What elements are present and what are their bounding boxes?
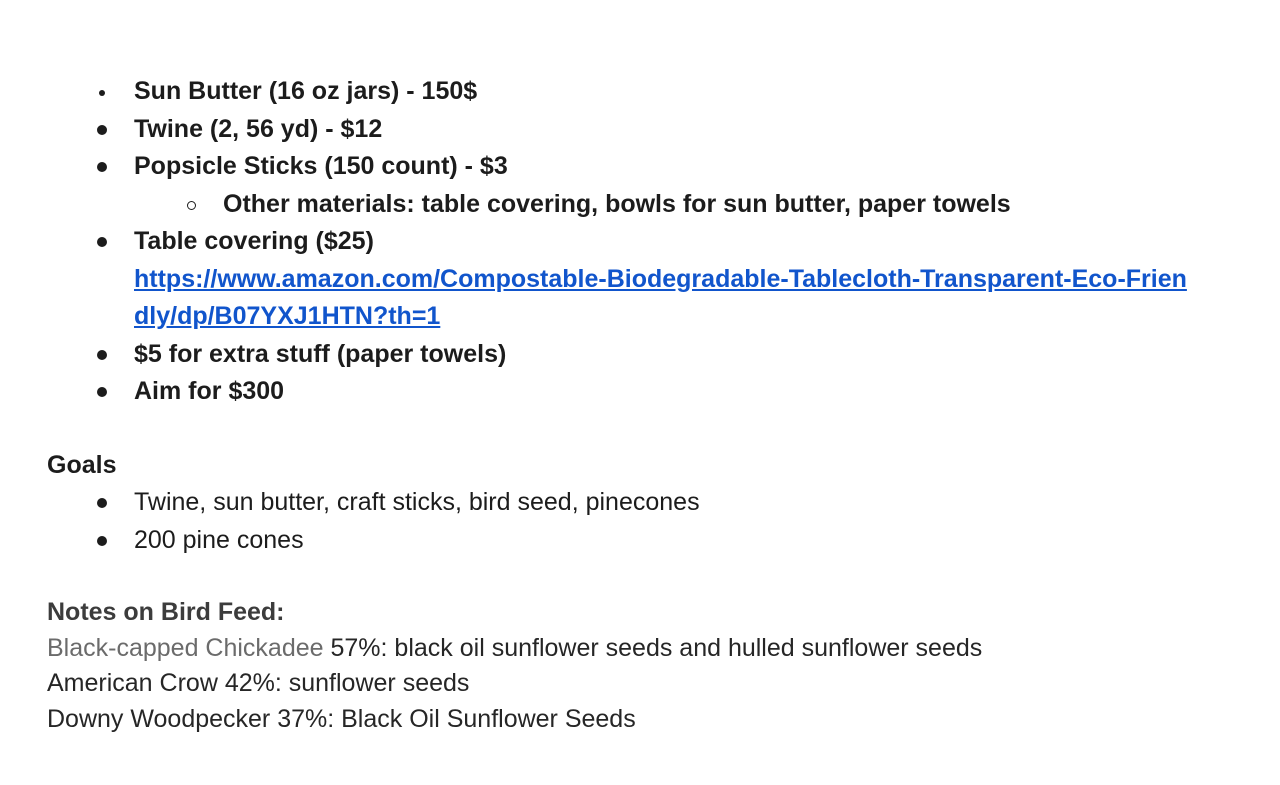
list-item-text: Aim for $300 bbox=[134, 377, 285, 405]
note-line-woodpecker: Downy Woodpecker 37%: Black Oil Sunflower Seeds bbox=[47, 704, 636, 733]
goals-list bbox=[47, 484, 1240, 559]
list-item-text: Table covering ($25) bbox=[134, 227, 374, 255]
bullet-icon bbox=[97, 498, 107, 508]
list-item-text: Twine, sun butter, craft sticks, bird seed, pinecones bbox=[134, 488, 700, 516]
list-item bbox=[47, 111, 1240, 149]
bullet-icon bbox=[97, 125, 107, 135]
bullet-icon bbox=[97, 237, 107, 247]
list-item bbox=[47, 373, 1240, 411]
bullet-icon bbox=[97, 162, 107, 172]
list-item bbox=[47, 148, 1240, 186]
list-item bbox=[47, 484, 1240, 522]
list-item bbox=[47, 336, 1240, 374]
bullet-icon bbox=[99, 90, 105, 96]
supply-list bbox=[47, 73, 1240, 411]
link-text-line2: dly/dp/B07YXJ1HTN?th=1 bbox=[134, 302, 441, 330]
bullet-icon bbox=[97, 387, 107, 397]
sub-list-item bbox=[47, 186, 1240, 224]
blank-line bbox=[47, 559, 1240, 595]
list-item-text: Sun Butter (16 oz jars) - 150$ bbox=[134, 77, 478, 105]
note-line-chickadee bbox=[47, 631, 1240, 667]
notes-heading: Notes on Bird Feed: bbox=[47, 598, 285, 626]
goals-heading: Goals bbox=[47, 450, 117, 479]
link-text-line1: https://www.amazon.com/Compostable-Biodegradable-Tablecloth-Transparent-Eco-Frien bbox=[134, 264, 1187, 293]
blank-line bbox=[47, 411, 1240, 447]
bullet-icon bbox=[97, 350, 107, 360]
sub-list-item-text: Other materials: table covering, bowls for sun butter, paper towels bbox=[223, 189, 1011, 218]
bird-info: 57%: black oil sunflower seeds and hulled sunflower seeds bbox=[330, 633, 983, 662]
list-item-text: $5 for extra stuff (paper towels) bbox=[134, 339, 507, 368]
bullet-icon bbox=[97, 536, 107, 546]
list-item bbox=[47, 522, 1240, 560]
bird-name: Black-capped Chickadee bbox=[47, 633, 331, 662]
circle-bullet-icon bbox=[187, 201, 196, 210]
list-item-text: 200 pine cones bbox=[134, 525, 304, 554]
list-item bbox=[47, 73, 1240, 111]
list-item-text: Popsicle Sticks (150 count) - $3 bbox=[134, 152, 508, 180]
notes-section bbox=[47, 595, 1240, 737]
list-item-text: Twine (2, 56 yd) - $12 bbox=[134, 114, 383, 143]
list-item bbox=[47, 223, 1240, 336]
tablecloth-amazon-link[interactable] bbox=[134, 261, 1240, 336]
note-line-crow: American Crow 42%: sunflower seeds bbox=[47, 669, 470, 698]
